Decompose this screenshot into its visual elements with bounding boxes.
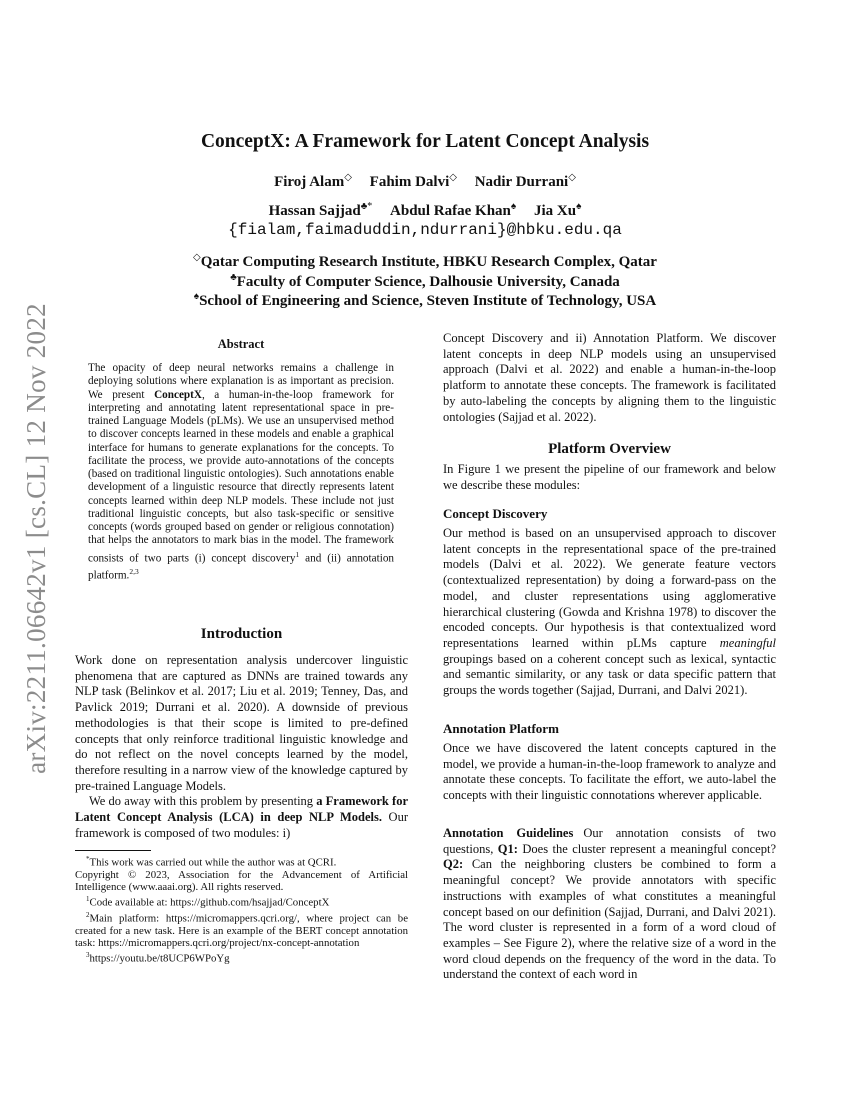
annotation-guidelines xyxy=(443,826,776,983)
annotation-guidelines-paragraph: Annotation Guidelines Our annotation consists of two questions, Q1: Does the cluster represent a meaningful concept? Q2: Can the neighboring clusters be combined to form a meaningful concept? We provide annotators with specific instructions with examples of what constitutes a meaningful concept based on our definition (Sajjad, Durrani, and Dalvi 2021). The word cluster is represented in a form of a word cloud of examples – See Figure 2), where the relative size of a word in the word cloud depends on the frequency of the word in the data. To understand the context of each word in xyxy=(443,826,776,982)
authors-row-1 xyxy=(0,172,850,191)
annotation-platform-text xyxy=(443,741,776,804)
copyright-note: Copyright © 2023, Association for the Advancement of Artificial Intelligence (www.aaai.org). All rights reserved. xyxy=(75,868,408,893)
introduction-section xyxy=(75,653,408,841)
author: Hassan Sajjad♣* xyxy=(268,201,373,219)
annotation-platform-heading: Annotation Platform xyxy=(443,721,559,736)
overview-paragraph: In Figure 1 we present the pipeline of our framework and below we describe these modules: xyxy=(443,462,776,492)
arxiv-stamp-text: arXiv:2211.06642v1 [cs.CL] 12 Nov 2022 xyxy=(20,302,51,774)
footnotes xyxy=(75,853,408,965)
concept-discovery-paragraph: Our method is based on an unsupervised approach to discover latent concepts in the representational space of the pre-trained models (Dalvi et al. 2022). We generate feature vectors (contextualized representation) by doing a forward-pass on the model, and cluster representations using agglomerative hierarchical clustering (Gowda and Krishna 1978) to discover the encoded concepts. Our hypothesis is that contextualized word representations learned within pLMs capture meaningful groupings based on a coherent concept such as lexical, syntactic and semantic similarity, or any task or data specific pattern that groups the words together (Sajjad, Durrani, and Dalvi 2021). xyxy=(443,526,776,698)
concept-discovery-heading: Concept Discovery xyxy=(443,506,548,521)
footnote: *This work was carried out while the author was at QCRI. xyxy=(86,855,337,869)
affiliation: ♠School of Engineering and Science, Steven Institute of Technology, USA xyxy=(193,291,657,309)
author-emails: {fialam,faimaduddin,ndurrani}@hbku.edu.qa xyxy=(228,221,622,239)
footnote-divider xyxy=(75,850,151,851)
footnote: $^2$Main platform: https://micromappers.qcri.org/, where project can be created for a new task. Here is an example of the BERT concept annotation task: https://micromappers.qcri.org/project/nx-concept-annotation xyxy=(75,911,408,949)
continued-paragraph: Concept Discovery and ii) Annotation Platform. We discover latent concepts in deep NLP models using an unsupervised approach (Dalvi et al. 2022) and enable a human-in-the-loop platform to annotate these concepts. The framework is facilitated by auto-labeling the concepts by aligning them to the linguistic ontologies (Sajjad et al. 2022). xyxy=(443,331,776,424)
author: Nadir Durrani◇ xyxy=(474,172,576,190)
authors-row-2 xyxy=(0,201,850,220)
arxiv-stamp xyxy=(16,288,56,788)
annotation-platform-paragraph: Once we have discovered the latent concepts captured in the model, we provide a human-in-the-loop framework to analyze and annotate these concepts. To facilitate the effort, we auto-label the concepts with their linguistic connotations wherever applicable. xyxy=(443,741,776,803)
introduction-heading: Introduction xyxy=(200,626,283,642)
platform-overview-heading: Platform Overview xyxy=(548,441,671,457)
intro-paragraph: We do away with this problem by presenting a Framework for Latent Concept Analysis (LCA) in deep NLP Models. Our framework is composed of two modules: i) xyxy=(75,794,408,840)
right-column-continuation xyxy=(443,331,776,425)
footnote: $^1$Code available at: https://github.com/hsajjad/ConceptX xyxy=(86,895,330,909)
abstract-text: The opacity of deep neural networks remains a challenge in deploying solutions where explanation is as important as precision. We present ConceptX, a human-in-the-loop framework for interpreting and annotating latent representational space in pre-trained Language Models (pLMs). We use an unsupervised method to discover concepts learned in these models and enable a graphical interface for humans to generate explanations for the concepts. To facilitate the process, we provide auto-annotations of the concepts (based on traditional linguistic ontologies). Such annotations enable development of a linguistic resource that directly represents latent concepts learned within deep NLP models. These include not just traditional linguistic concepts, but also task-specific or sensitive concepts (words grouped based on gender or religious connotation) that helps the annotators to mark bias in the model. The framework consists of two parts (i) concept discovery$^1$ and (ii) annotation platform.$^{2,3}$ xyxy=(88,362,395,583)
author: Abdul Rafae Khan♠ xyxy=(390,201,517,219)
concept-discovery-text xyxy=(443,526,776,699)
platform-overview-text xyxy=(443,462,776,493)
affiliation: ♣Faculty of Computer Science, Dalhousie University, Canada xyxy=(230,272,620,290)
affiliation: ◇Qatar Computing Research Institute, HBKU Research Complex, Qatar xyxy=(193,252,657,270)
paper-title: ConceptX: A Framework for Latent Concept Analysis xyxy=(200,131,650,152)
author: Jia Xu♠ xyxy=(533,201,582,219)
footnote: $^3$https://youtu.be/t8UCP6WPoYg xyxy=(86,951,230,965)
author: Fahim Dalvi◇ xyxy=(369,172,457,190)
abstract-heading: Abstract xyxy=(217,337,265,351)
intro-paragraph: Work done on representation analysis undercover linguistic phenomena that are captured as DNNs are trained towards any NLP task (Belinkov et al. 2017; Liu et al. 2019; Tenney, Das, and Pavlick 2019; Durrani et al. 2020). A downside of previous methodologies is that their scope is limited to pre-defined concepts that only reinforce traditional linguistic knowledge and do not reflect on the novel concepts learned by the model, therefore resulting in a narrow view of the knowledge captured by pre-trained Language Models. xyxy=(75,653,408,793)
author: Firoj Alam◇ xyxy=(274,172,352,190)
